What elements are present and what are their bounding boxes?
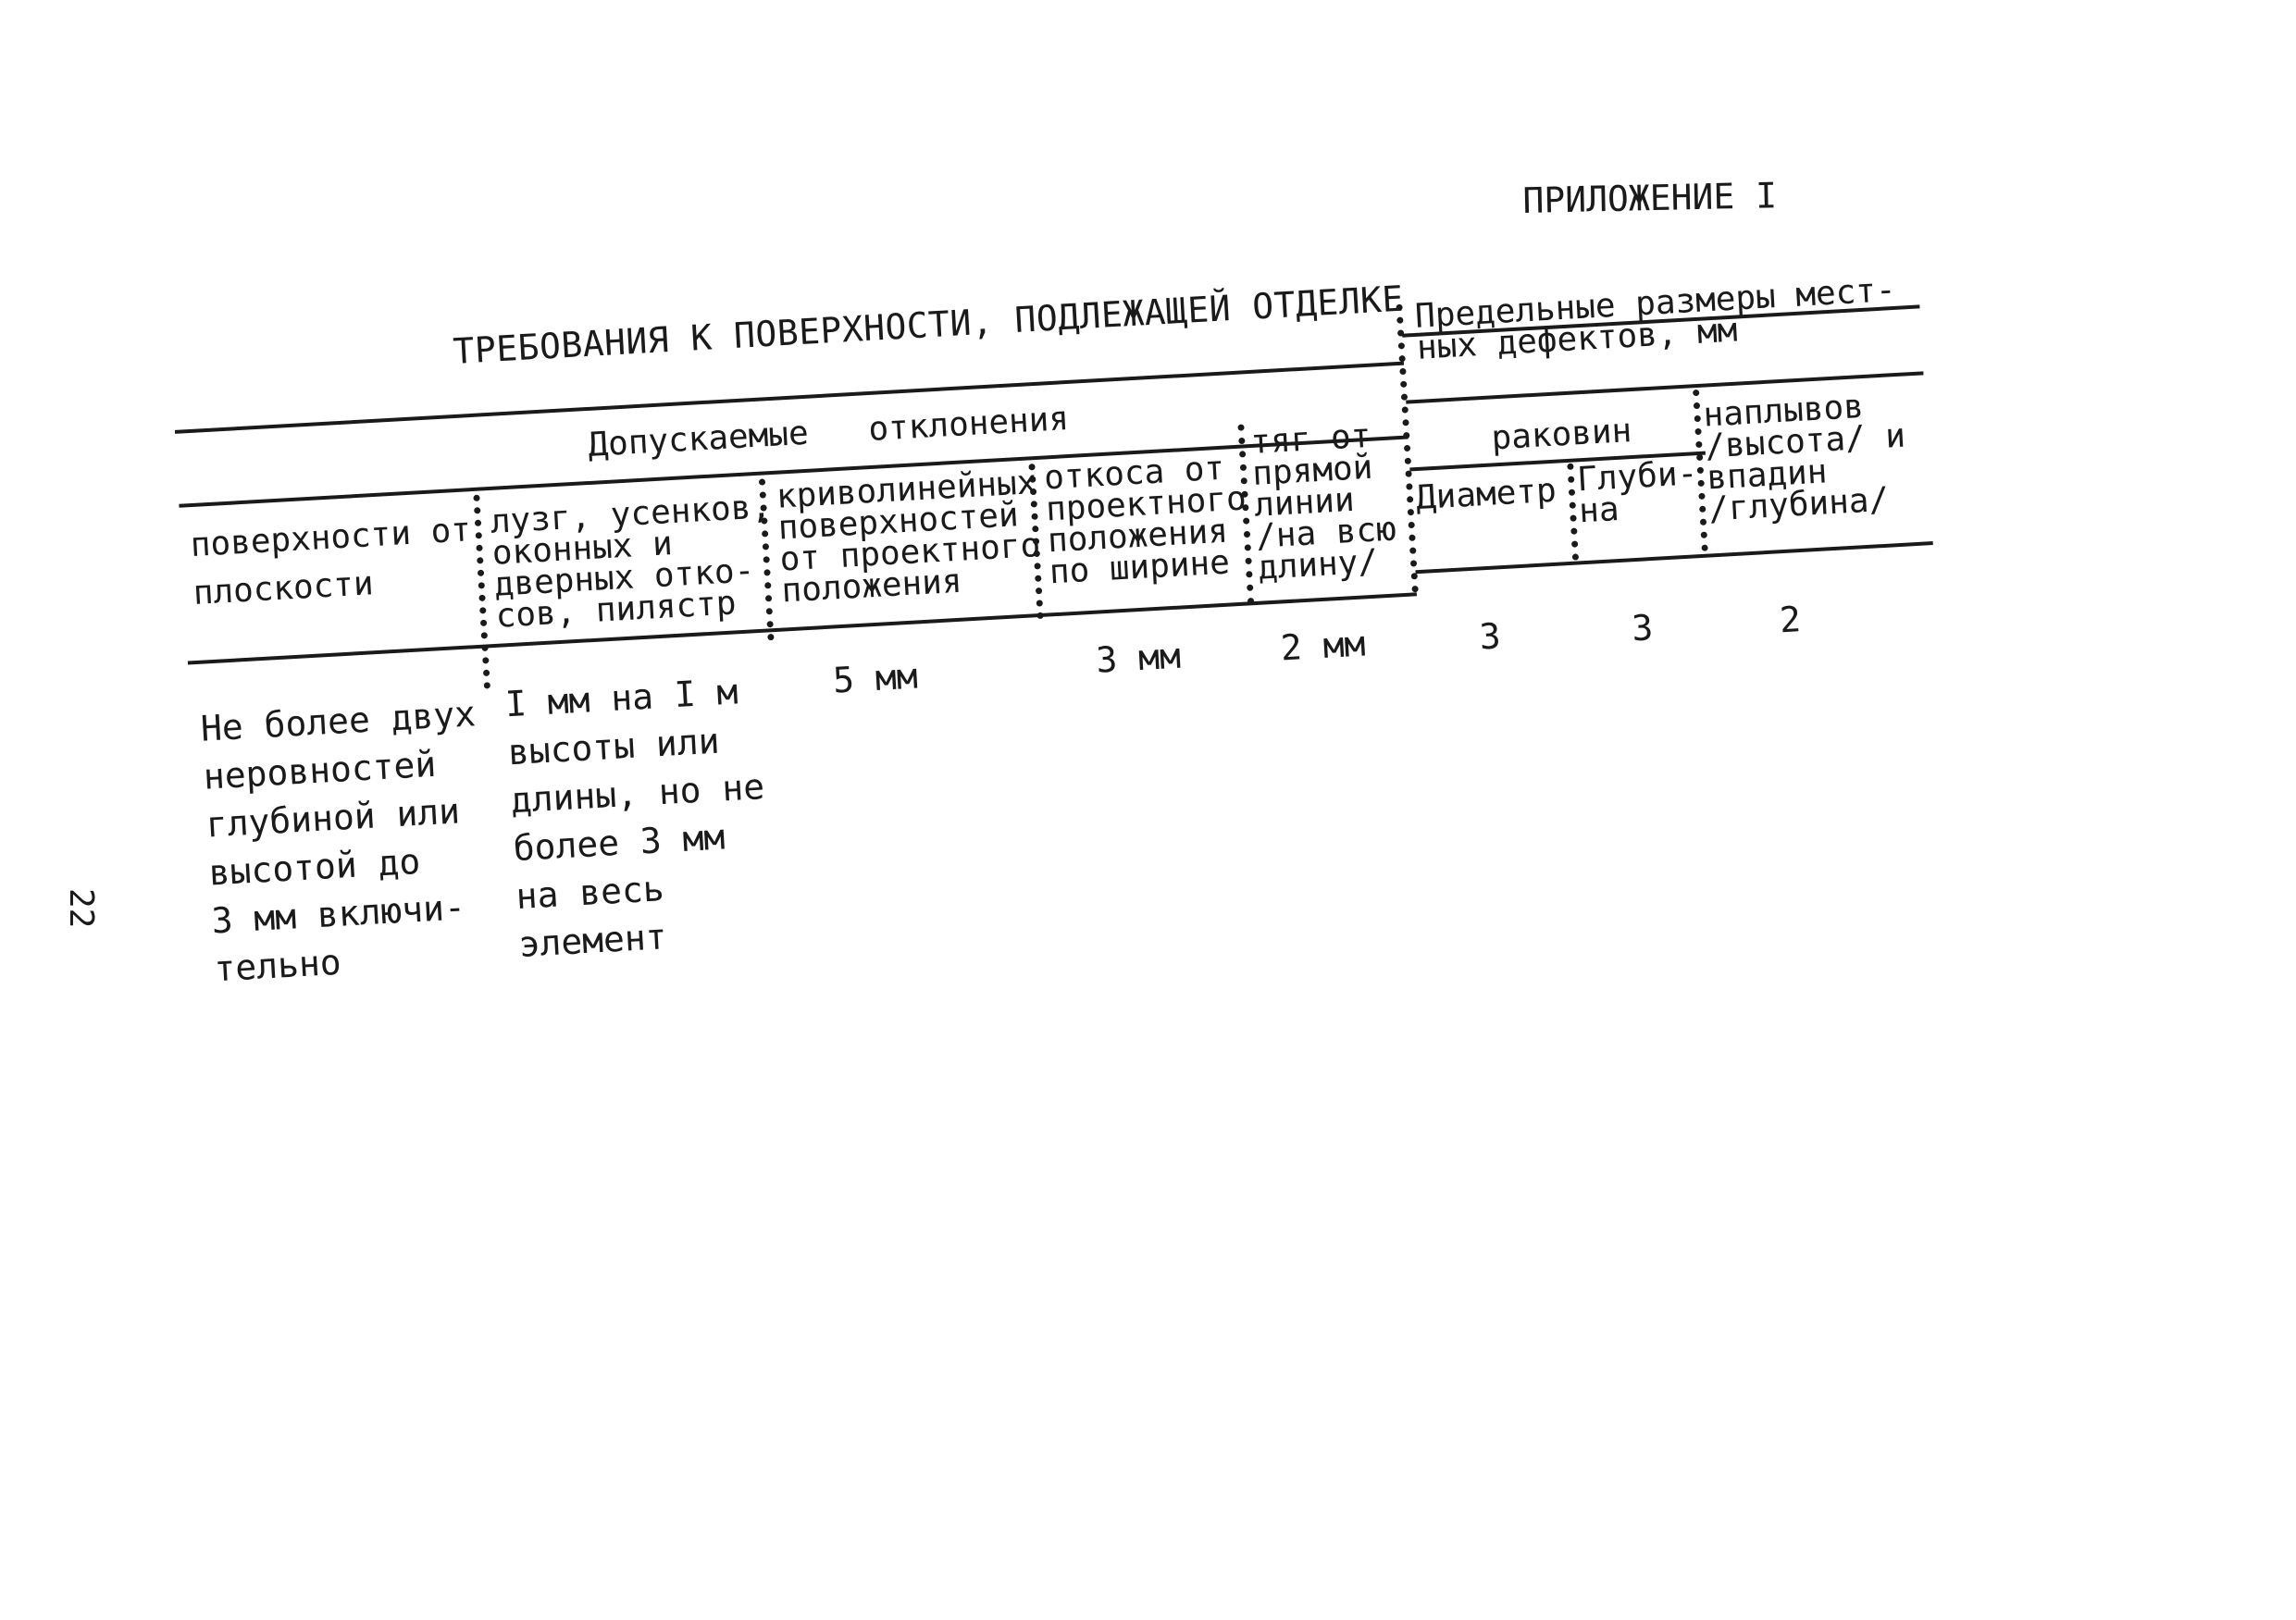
column-header: Диаметр	[1414, 471, 1558, 518]
subgroup-header-pits: раковин	[1490, 412, 1633, 458]
column-header: Глуби- на	[1576, 454, 1699, 531]
table-cell: 3 мм	[1095, 635, 1182, 681]
column-header: откоса от проектного положения по ширине	[1043, 449, 1247, 592]
table-cell: Не более двух неровностей глубиной или высотой до 3 мм включи- тельно	[199, 693, 478, 990]
header-bottom-rule-right	[1415, 541, 1932, 574]
column-separator	[473, 495, 490, 689]
table-cell: 5 мм	[831, 655, 919, 701]
appendix-label: ПРИЛОЖЕНИЕ I	[1522, 175, 1778, 221]
requirements-table	[171, 267, 1968, 1105]
table-cell: 2 мм	[1279, 623, 1367, 669]
table-cell: I мм на I м высоты или длины, но не более 3 мм на весь элемент	[503, 671, 766, 965]
column-header: криволинейных поверхностей от проектного положения	[775, 464, 1042, 611]
column-header: поверхности от плоскости	[189, 511, 473, 613]
column-header: лузг, усенков, оконных и дверных отко- сов, пилястр	[489, 488, 773, 636]
table-title: ТРЕБОВАНИЯ К ПОВЕРХНОСТИ, ПОДЛЕЖАЩЕЙ ОТДЕЛКЕ	[452, 278, 1405, 372]
column-header: тяг от прямой линии /на всю длину/	[1249, 416, 1397, 587]
group-header-deviations: Допускаемые отклонения	[587, 399, 1071, 464]
page-number: 22	[62, 888, 100, 929]
group-header-defects: Предельные размеры мест- ных дефектов, мм	[1414, 270, 1897, 367]
table-cell: 3	[1478, 615, 1502, 658]
table-cell: 2	[1778, 599, 1803, 641]
column-header: наплывов /высота/ и впадин /глубина/	[1702, 388, 1907, 529]
column-separator	[1396, 304, 1418, 593]
table-cell: 3	[1631, 607, 1655, 649]
